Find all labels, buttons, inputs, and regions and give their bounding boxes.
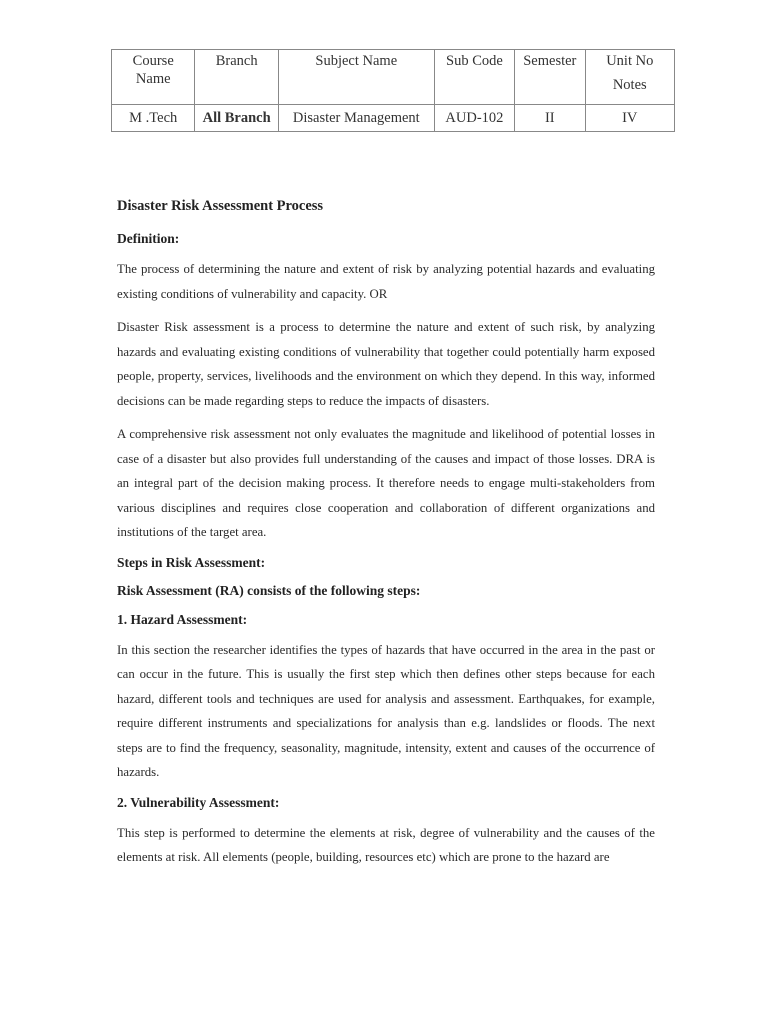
paragraph: A comprehensive risk assessment not only evaluates the magnitude and likelihood of potential losses in case of a disaster but also provides full understanding of the causes and impact of those losses. DRA is an integral part of the decision making process. It therefore needs to engage multi-stakeholders from various disciplines and requires close cooperation and collaboration of different organizations and institutions of the target area. — [117, 427, 655, 539]
document-body — [117, 198, 655, 870]
header-semester: Semester — [515, 50, 585, 105]
cell-subject: Disaster Management — [278, 105, 434, 132]
cell-subcode: AUD-102 — [434, 105, 514, 132]
header-unit-no — [585, 50, 675, 105]
paragraph: This step is performed to determine the elements at risk, degree of vulnerability and the causes of the elements at risk. All elements (people, building, resources etc) which are prone to the hazard are — [117, 825, 655, 864]
table-row — [112, 105, 675, 132]
header-course-name: Course Name — [112, 50, 195, 105]
header-unit-no-label: Unit No — [606, 53, 654, 69]
cell-unit: IV — [585, 105, 675, 132]
cell-branch: All Branch — [195, 105, 278, 132]
hazard-assessment-heading: 1. Hazard Assessment: — [117, 611, 248, 627]
cell-course: M .Tech — [112, 105, 195, 132]
header-subject-name: Subject Name — [278, 50, 434, 105]
paragraph: Disaster Risk assessment is a process to determine the nature and extent of such risk, by analyzing hazards and evaluating existing conditions of vulnerability that together could potentially harm exposed people, property, services, livelihoods and the environment on which they depend. In this way, informed decisions can be made regarding steps to reduce the impacts of disasters. — [117, 320, 655, 408]
cell-semester: II — [515, 105, 585, 132]
definition-heading: Definition: — [117, 231, 180, 246]
paragraph: The process of determining the nature and extent of risk by analyzing potential hazards and evaluating existing conditions of vulnerability and capacity. OR — [117, 262, 655, 301]
ra-heading: Risk Assessment (RA) consists of the following steps: — [117, 582, 421, 598]
steps-heading: Steps in Risk Assessment: — [117, 554, 266, 570]
course-info-table — [111, 49, 675, 132]
header-notes-label: Notes — [612, 77, 647, 93]
vulnerability-assessment-heading: 2. Vulnerability Assessment: — [117, 794, 280, 810]
header-branch: Branch — [195, 50, 278, 105]
header-sub-code: Sub Code — [434, 50, 514, 105]
table-header-row — [112, 50, 675, 105]
paragraph: In this section the researcher identifies the types of hazards that have occurred in the area in the past or can occur in the future. This is usually the first step which then defines other steps because for each hazard, different tools and techniques are used for analysis and assessment. Earthquakes, for example, require different instruments and specializations for analysis than e.g. landslides or floods. The next steps are to find the frequency, seasonality, magnitude, intensity, extent and causes of the occurrence of hazards. — [117, 642, 655, 779]
page-title: Disaster Risk Assessment Process — [117, 198, 324, 214]
